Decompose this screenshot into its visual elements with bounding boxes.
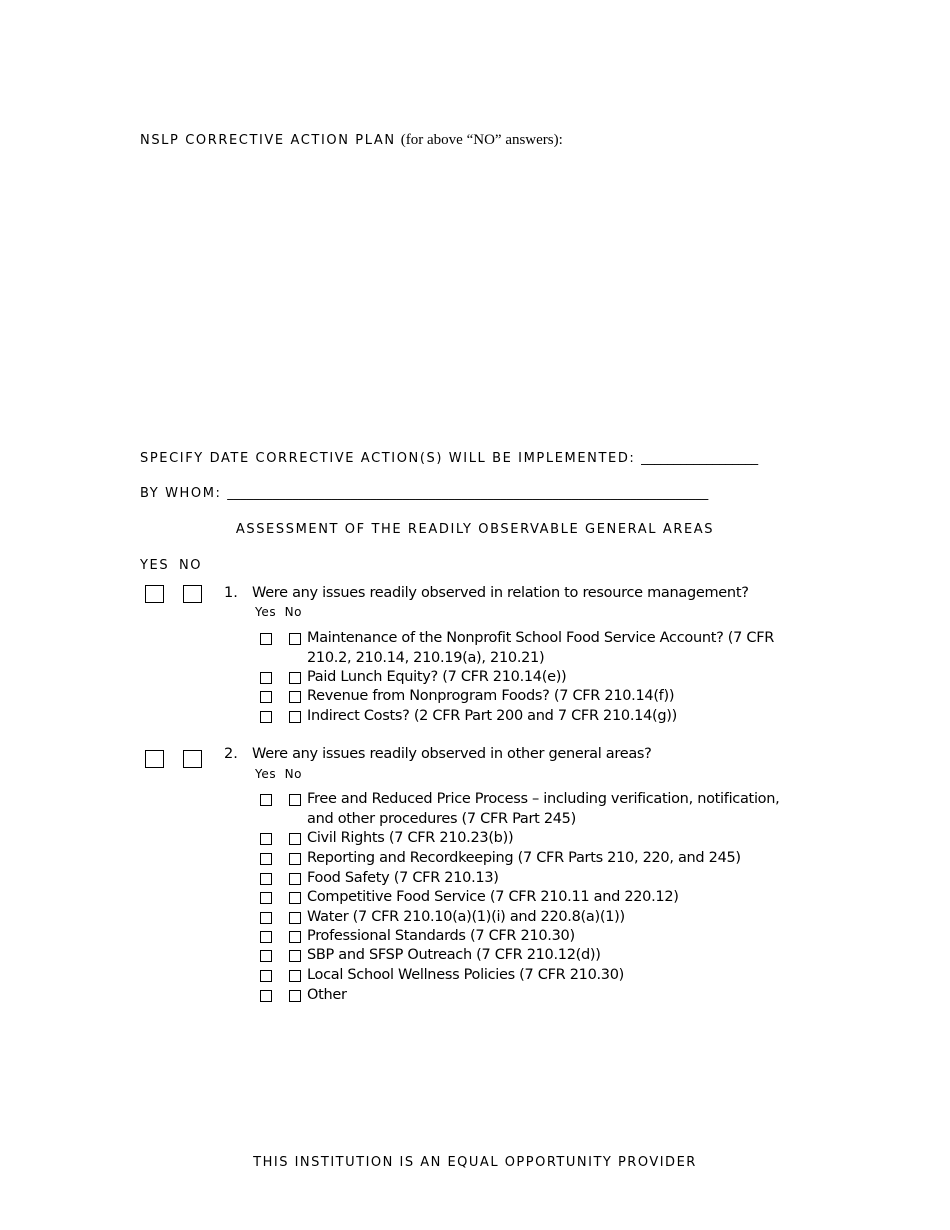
- q2-item5-yes-checkbox[interactable]: [260, 892, 272, 904]
- q2-item4-yes-checkbox[interactable]: [260, 873, 272, 885]
- q2-item10-yes-checkbox[interactable]: [260, 990, 272, 1002]
- q1-item-row: [260, 668, 787, 688]
- q2-item-row: [260, 908, 787, 928]
- q2-item2-yes-checkbox[interactable]: [260, 833, 272, 845]
- equal-opportunity-footer: THIS INSTITUTION IS AN EQUAL OPPORTUNITY PROVIDER: [253, 1155, 697, 1170]
- q2-item9-yes-checkbox[interactable]: [260, 970, 272, 982]
- q2-sub-no: No: [284, 767, 303, 781]
- q2-sub-yes: Yes: [255, 767, 277, 781]
- q2-item6-text: Water (7 CFR 210.10(a)(1)(i) and 220.8(a)(1)): [307, 909, 625, 925]
- q1-text: Were any issues readily observed in relation to resource management?: [252, 585, 749, 601]
- q1-sub-headers: [255, 605, 302, 619]
- q2-item3-text: Reporting and Recordkeeping (7 CFR Parts 210, 220, and 245): [307, 850, 741, 866]
- q2-item-row: [260, 986, 787, 1006]
- q2-item-row: [260, 790, 787, 829]
- by-whom-line: [140, 486, 708, 501]
- q2-item5-text: Competitive Food Service (7 CFR 210.11 and 220.12): [307, 889, 679, 905]
- q1-item4-no-checkbox[interactable]: [289, 711, 301, 723]
- q1-item1-text: Maintenance of the Nonprofit School Food Service Account? (7 CFR 210.2, 210.14, 210.19(a), 210.21): [307, 630, 775, 666]
- title-caps: NSLP CORRECTIVE ACTION PLAN: [140, 133, 396, 148]
- q1-item3-no-checkbox[interactable]: [289, 691, 301, 703]
- q2-item-row: [260, 869, 787, 889]
- q2-item-row: [260, 946, 787, 966]
- q2-item-row: [260, 888, 787, 908]
- q2-item4-no-checkbox[interactable]: [289, 873, 301, 885]
- q2-item9-text: Local School Wellness Policies (7 CFR 210.30): [307, 967, 625, 983]
- q2-item-row: [260, 829, 787, 849]
- assessment-heading: ASSESSMENT OF THE READILY OBSERVABLE GENERAL AREAS: [235, 522, 715, 537]
- q2-item-row: [260, 927, 787, 947]
- by-whom-label: BY WHOM:: [140, 486, 222, 501]
- q1-item3-text: Revenue from Nonprogram Foods? (7 CFR 210.14(f)): [307, 688, 675, 704]
- q1-item1-yes-checkbox[interactable]: [260, 633, 272, 645]
- q1-sub-no: No: [284, 605, 303, 619]
- q2-item10-text: Other: [307, 987, 347, 1003]
- q2-item5-no-checkbox[interactable]: [289, 892, 301, 904]
- q2-number: 2.: [224, 746, 238, 762]
- q1-item-row: [260, 707, 787, 727]
- q1-sub-yes: Yes: [255, 605, 277, 619]
- q2-item8-yes-checkbox[interactable]: [260, 950, 272, 962]
- q2-item-row: [260, 966, 787, 986]
- q1-item-row: [260, 687, 787, 707]
- specify-date-line: [140, 451, 758, 466]
- q2-item3-yes-checkbox[interactable]: [260, 853, 272, 865]
- q2-item2-no-checkbox[interactable]: [289, 833, 301, 845]
- q1-yes-checkbox[interactable]: [145, 585, 164, 603]
- q2-item1-no-checkbox[interactable]: [289, 794, 301, 806]
- q2-yes-checkbox[interactable]: [145, 750, 164, 768]
- q1-item3-yes-checkbox[interactable]: [260, 691, 272, 703]
- q2-item1-text: Free and Reduced Price Process – including verification, notification, and other procedures (7 CFR Part 245): [307, 791, 780, 827]
- yes-column-header: YES: [140, 558, 170, 573]
- q2-item4-text: Food Safety (7 CFR 210.13): [307, 870, 499, 886]
- q1-item2-no-checkbox[interactable]: [289, 672, 301, 684]
- q2-item6-yes-checkbox[interactable]: [260, 912, 272, 924]
- q1-item-row: [260, 629, 787, 668]
- specify-date-blank[interactable]: __________________: [641, 451, 759, 466]
- q2-item7-text: Professional Standards (7 CFR 210.30): [307, 928, 575, 944]
- q2-item2-text: Civil Rights (7 CFR 210.23(b)): [307, 830, 514, 846]
- specify-date-label: SPECIFY DATE CORRECTIVE ACTION(S) WILL BE IMPLEMENTED:: [140, 451, 636, 466]
- q2-item9-no-checkbox[interactable]: [289, 970, 301, 982]
- q1-number: 1.: [224, 585, 238, 601]
- q2-no-checkbox[interactable]: [183, 750, 202, 768]
- q2-item-row: [260, 849, 787, 869]
- q2-sub-headers: [255, 767, 302, 781]
- q2-item7-yes-checkbox[interactable]: [260, 931, 272, 943]
- column-headers: [140, 558, 202, 573]
- q1-item1-no-checkbox[interactable]: [289, 633, 301, 645]
- q2-text: Were any issues readily observed in other general areas?: [252, 746, 652, 762]
- q2-item8-text: SBP and SFSP Outreach (7 CFR 210.12(d)): [307, 947, 601, 963]
- by-whom-blank[interactable]: __________________________________________________________________________: [227, 486, 709, 501]
- q1-no-checkbox[interactable]: [183, 585, 202, 603]
- q2-item3-no-checkbox[interactable]: [289, 853, 301, 865]
- q1-item2-yes-checkbox[interactable]: [260, 672, 272, 684]
- q1-item4-text: Indirect Costs? (2 CFR Part 200 and 7 CFR 210.14(g)): [307, 708, 677, 724]
- q1-item2-text: Paid Lunch Equity? (7 CFR 210.14(e)): [307, 669, 567, 685]
- q2-item6-no-checkbox[interactable]: [289, 912, 301, 924]
- title-note: (for above “NO” answers):: [400, 132, 563, 148]
- q2-item1-yes-checkbox[interactable]: [260, 794, 272, 806]
- q1-item4-yes-checkbox[interactable]: [260, 711, 272, 723]
- q2-item10-no-checkbox[interactable]: [289, 990, 301, 1002]
- q2-item8-no-checkbox[interactable]: [289, 950, 301, 962]
- no-column-header: NO: [178, 558, 203, 573]
- corrective-action-plan-title: [140, 129, 563, 149]
- q2-item7-no-checkbox[interactable]: [289, 931, 301, 943]
